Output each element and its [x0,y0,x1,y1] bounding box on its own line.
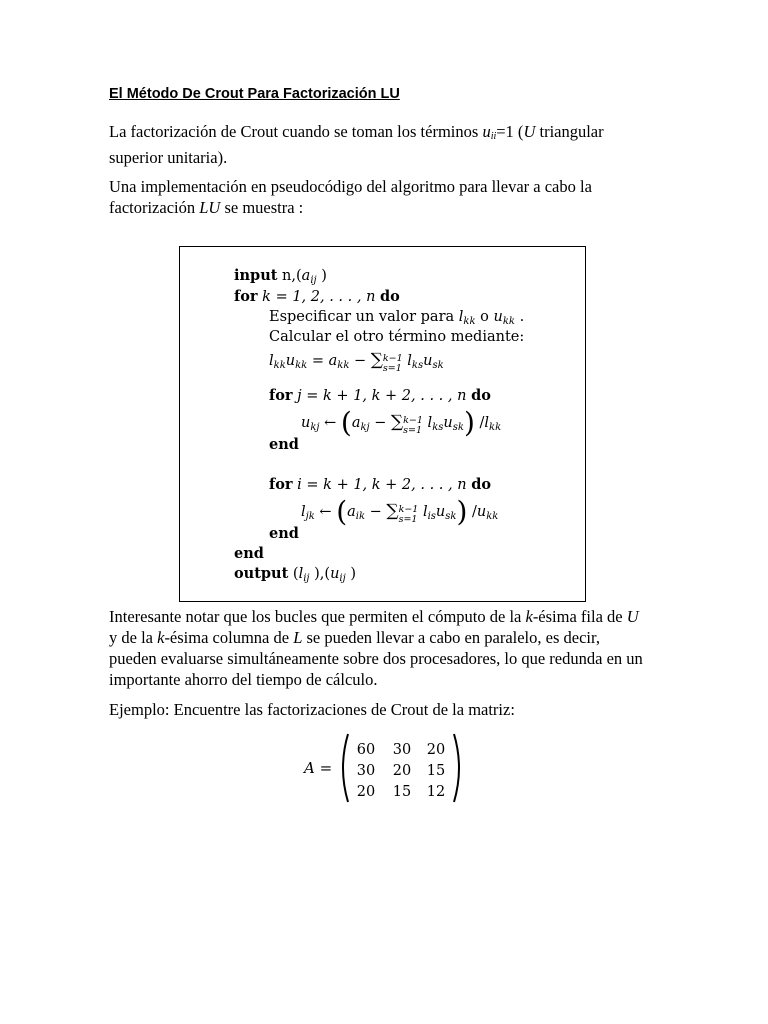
matrix-cell: 12 [426,784,446,800]
matrix-label: A = [304,759,333,777]
algo-ukj-line: $u_{kj}$ ← ($a_{kj}$ − ∑ k−1 s=1 $l_{ks}u_{sk}$) $/l_{kk}$ [301,406,502,439]
algo-ljk-line: $l_{jk}$ ← ($a_{ik}$ − ∑ k−1 s=1 $l_{is}u_{sk}$) $/u_{kk}$ [301,495,499,528]
algo-for-i-line: for i = k + 1, k + 2, . . . , n do [269,476,492,493]
matrix-cell: 15 [392,784,412,800]
paragraph-pseudocode-intro: Una implementación en pseudocódigo del algoritmo para llevar a cabo la factorización LU se muestra : [109,177,592,217]
algo-for-j-line: for j = k + 1, k + 2, . . . , n do [269,387,491,404]
matrix-cell: 20 [426,742,446,758]
algo-end-i-line: end [269,525,299,542]
matrix-cell: 30 [356,763,376,779]
algo-for-k-line: for k = 1, 2, . . . , n do [234,288,400,305]
matrix-cell: 20 [356,784,376,800]
algo-input-line: input $n,(a_{ij}$ ) [234,267,327,286]
algo-end-j-line: end [269,436,299,453]
left-parenthesis [336,732,350,804]
matrix-cell: 15 [426,763,446,779]
algo-end-k-line: end [234,545,264,562]
right-parenthesis [452,732,466,804]
matrix-cell: 30 [392,742,412,758]
matrix-a [300,732,470,804]
paragraph-parallel-note: Interesante notar que los bucles que permiten el cómputo de la k-ésima fila de U y de la k-ésima columna de L se pueden llevar a cabo en paralelo, es decir, pueden evaluarse simultáneamente sobre dos procesadores, lo que redunda en un importante ahorro del tiempo de cálculo. [109,607,643,689]
paragraph-crout-definition: La factorización de Crout cuando se toman los términos $u_{ii}=1$ (U triangular superior unitaria). [109,122,604,167]
algo-calc-line: Calcular el otro término mediante: [269,329,525,345]
matrix-cell: 20 [392,763,412,779]
paragraph-example: Ejemplo: Encuentre las factorizaciones de Crout de la matriz: [109,700,515,719]
matrix-cell: 60 [356,742,376,758]
algo-output-line: output ($l_{ij}$ )$,(u_{ij}$ ) [234,565,357,584]
algo-formula-line: $l_{kk}u_{kk} = a_{kk}$ − ∑ k−1 s=1 $l_{ks}u_{sk}$ [269,350,444,374]
algo-specify-line: Especificar un valor para $l_{kk}$ o $u_{kk}$ . [269,309,525,327]
algorithm-box [179,246,586,602]
page-title: El Método De Crout Para Factorización LU [109,86,400,102]
